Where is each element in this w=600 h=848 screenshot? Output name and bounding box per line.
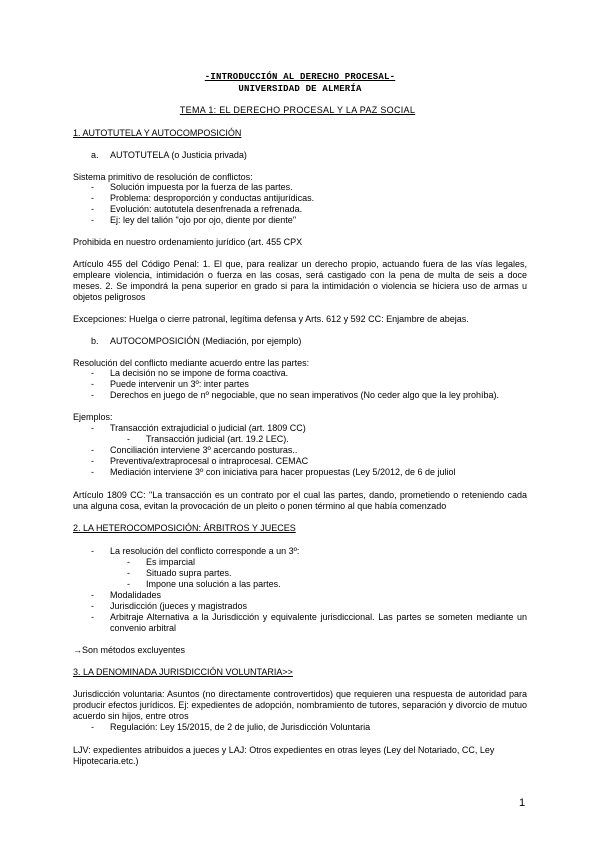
section-2-heading: 2. LA HETEROCOMPOSICIÓN: ÁRBITROS Y JUECES <box>73 523 296 533</box>
bullet-dash: - <box>91 193 94 203</box>
document-title: -INTRODUCCIÓN AL DERECHO PROCESAL- <box>204 72 396 82</box>
bullet-dash: - <box>91 368 94 378</box>
subsection-b-label: b. <box>91 336 99 346</box>
list-item-nested: Situado supra partes. <box>146 568 232 578</box>
list-item: Transacción extrajudicial o judicial (art. 1809 CC) <box>110 423 306 433</box>
list-item: Derechos en juego de nº negociable, que no sean imperativos (No ceder algo que la ley prohíba). <box>110 390 500 400</box>
bullet-dash: - <box>91 445 94 455</box>
bullet-dash: - <box>127 579 130 589</box>
list-item: Ej: ley del talión "ojo por ojo, diente por diente" <box>110 215 297 225</box>
list-item-nested: Es imparcial <box>146 557 196 567</box>
bullet-dash: - <box>91 204 94 214</box>
list-item: Arbitraje Alternativa a la Jurisdicción y equivalente jurisdiccional. Las partes se someten mediante un convenio arbitral <box>110 612 527 633</box>
sistema-intro: Sistema primitivo de resolución de conflictos: <box>73 172 253 182</box>
ejemplos-heading: Ejemplos: <box>73 412 113 422</box>
regulacion-item: Regulación: Ley 15/2015, de 2 de julio, de Jurisdicción Voluntaria <box>110 722 371 732</box>
ljv-paragraph: LJV: expedientes atribuidos a jueces y LAJ: Otros expedientes en otras leyes (Ley del Notariado, CC, Ley Hipotecaria.etc.) <box>73 745 495 766</box>
excluyentes-note: →Son métodos excluyentes <box>73 645 186 655</box>
list-item: Conciliación interviene 3º acercando posturas.. <box>110 445 298 455</box>
bullet-dash: - <box>91 601 94 611</box>
bullet-dash: - <box>91 590 94 600</box>
list-item: La decisión no se impone de forma coactiva. <box>110 368 289 378</box>
bullet-dash: - <box>91 546 94 556</box>
bullet-dash: - <box>91 722 94 732</box>
bullet-dash: - <box>91 215 94 225</box>
subsection-a-label: a. <box>91 150 99 160</box>
resolucion-intro: Resolución del conflicto mediante acuerdo entre las partes: <box>73 358 310 368</box>
subsection-b-title: AUTOCOMPOSICIÓN (Mediación, por ejemplo) <box>110 336 302 346</box>
list-item: Evolución: autotutela desenfrenada a refrenada. <box>110 204 303 214</box>
list-item: Mediación interviene 3º con iniciativa para hacer propuestas (Ley 5/2012, de 6 de juliol <box>110 467 456 477</box>
list-item: Jurisdicción (jueces y magistrados <box>110 601 248 611</box>
topic-title: TEMA 1: EL DERECHO PROCESAL Y LA PAZ SOCIAL <box>179 105 416 115</box>
bullet-dash: - <box>91 612 94 622</box>
list-item: Modalidades <box>110 590 162 600</box>
list-item: Problema: desproporción y conductas antijurídicas. <box>110 193 315 203</box>
bullet-dash: - <box>91 182 94 192</box>
list-item: Solución impuesta por la fuerza de las partes. <box>110 182 293 192</box>
bullet-dash: - <box>91 379 94 389</box>
list-item-nested: Impone una solución a las partes. <box>146 579 281 589</box>
subsection-a-title: AUTOTUTELA (o Justicia privada) <box>110 150 247 160</box>
jurisdiccion-voluntaria-paragraph: Jurisdicción voluntaria: Asuntos (no directamente controvertidos) que requieren una respuesta de autoridad para producir efectos jurídicos. Ej: expedientes de adopción, nombramiento de tutores, separación y divorcio de mutuo acuerdo sin hijos, entre otros <box>73 689 527 721</box>
bullet-dash: - <box>91 456 94 466</box>
list-item-nested: Transacción judicial (art. 19.2 LEC). <box>146 434 289 444</box>
art1809-paragraph: Artículo 1809 CC: "La transacción es un contrato por el cual las partes, dando, prometiendo o reteniendo cada una alguna cosa, evitan la provocación de un pleito o ponen término al que había comenzado <box>73 490 527 511</box>
bullet-dash: - <box>91 423 94 433</box>
bullet-dash: - <box>91 467 94 477</box>
list-item: Puede intervenir un 3º: inter partes <box>110 379 249 389</box>
art455-paragraph: Artículo 455 del Código Penal: 1. El que, para realizar un derecho propio, actuando fuera de las vías legales, empleare violencia, intimidación o fuerza en las cosas, será castigado con la pena de multa de seis a doce meses. 2. Se impondrá la pena superior en grado si para la intimidación o violencia se hiciera uso de armas u objetos peligrosos <box>73 259 527 302</box>
list-item: La resolución del conflicto corresponde a un 3º: <box>110 546 300 556</box>
list-item: Preventiva/extraprocesal o intraprocesal. CEMAC <box>110 456 309 466</box>
bullet-dash: - <box>127 434 130 444</box>
university-name: UNIVERSIDAD DE ALMERÍA <box>238 84 362 94</box>
bullet-dash: - <box>127 557 130 567</box>
page-number: 1 <box>519 797 526 809</box>
section-3-heading: 3. LA DENOMINADA JURISDICCIÓN VOLUNTARIA>> <box>73 667 293 677</box>
bullet-dash: - <box>127 568 130 578</box>
bullet-dash: - <box>91 390 94 400</box>
prohibida-text: Prohibida en nuestro ordenamiento jurídico (art. 455 CPX <box>73 237 303 247</box>
excepciones-text: Excepciones: Huelga o cierre patronal, legítima defensa y Arts. 612 y 592 CC: Enjambre de abejas. <box>73 314 469 324</box>
section-1-heading: 1. AUTOTUTELA Y AUTOCOMPOSICIÓN <box>73 128 242 138</box>
